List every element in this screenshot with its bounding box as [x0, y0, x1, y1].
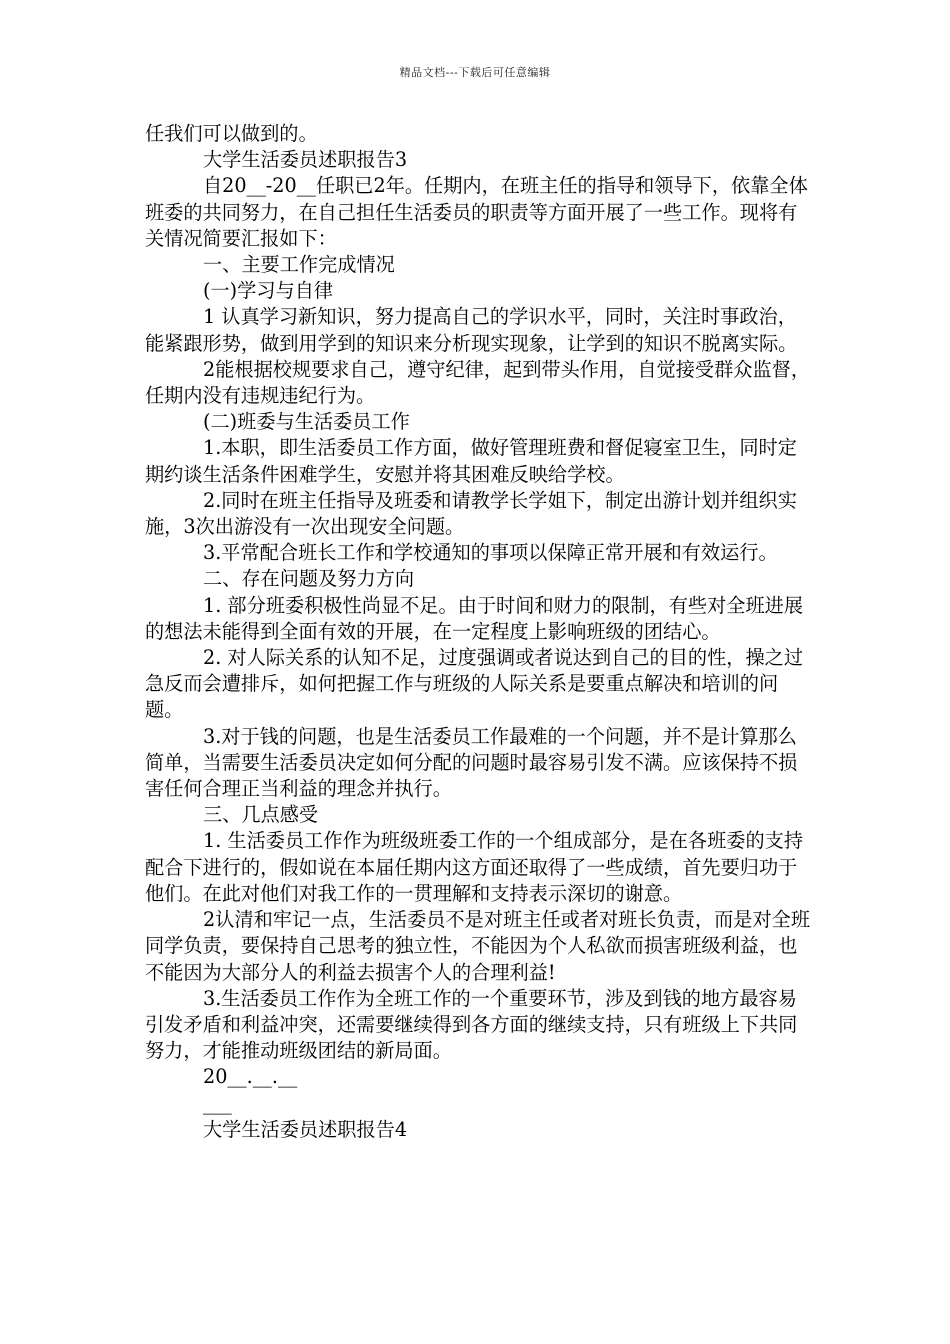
section-heading: 二、存在问题及努力方向	[203, 567, 415, 591]
paragraph: 1.本职，即生活委员工作方面，做好管理班费和督促寝室卫生，同时定期约谈生活条件困难学生，安慰并将其困难反映给学校。	[145, 436, 797, 486]
paragraph: 2能根据校规要求自己，遵守纪律，起到带头作用，自觉接受群众监督，任期内没有违规违纪行为。	[145, 357, 811, 408]
paragraph: 2认清和牢记一点，生活委员不是对班主任或者对班长负责，而是对全班同学负责，要保持自己思考的独立性，不能因为个人私欲而损害班级利益，也不能因为大部分人的利益去损害个人的合理利益!	[145, 908, 811, 984]
section-heading: 一、主要工作完成情况	[203, 253, 395, 277]
section-heading: 三、几点感受	[203, 803, 319, 827]
paragraph-continuation: 任我们可以做到的。	[145, 122, 318, 145]
paragraph: 3.平常配合班长工作和学校通知的事项以保障正常开展和有效运行。	[203, 541, 778, 565]
paragraph: 3.生活委员工作作为全班工作的一个重要环节，涉及到钱的地方最容易引发矛盾和利益冲突，还需要继续得到各方面的继续支持，只有班级上下共同努力，才能推动班级团结的新局面。	[145, 986, 798, 1063]
page-header: 精品文档---下载后可任意编辑	[399, 66, 551, 79]
report-title: 大学生活委员述职报告3	[203, 148, 408, 172]
document-body	[145, 121, 813, 1143]
subsection-heading: (二)班委与生活委员工作	[203, 410, 410, 434]
paragraph-intro: 自20__-20__任职已2年。任期内，在班主任的指导和领导下，依靠全体班委的共同努力，在自己担任生活委员的职责等方面开展了一些工作。现将有关情况简要汇报如下：	[145, 174, 808, 250]
paragraph: 1. 部分班委积极性尚显不足。由于时间和财力的限制，有些对全班进展的想法未能得到全面有效的开展，在一定程度上影响班级的团结心。	[145, 593, 804, 643]
paragraph: 3.对于钱的问题，也是生活委员工作最难的一个问题，并不是计算那么简单，当需要生活委员决定如何分配的问题时最容易引发不满。应该保持不损害任何合理正当利益的理念并执行。	[145, 724, 798, 801]
report-title: 大学生活委员述职报告4	[203, 1117, 408, 1141]
signature-line: ___	[203, 1091, 232, 1115]
paragraph: 1 认真学习新知识，努力提高自己的学识水平，同时，关注时事政治，能紧跟形势，做到用学到的知识来分析现实现象，让学到的知识不脱离实际。	[145, 305, 798, 355]
subsection-heading: (一)学习与自律	[203, 279, 334, 303]
paragraph: 1. 生活委员工作作为班级班委工作的一个组成部分，是在各班委的支持配合下进行的，假如说在本届任期内这方面还取得了一些成绩，首先要归功于他们。在此对他们对我工作的一贯理解和支持表示深切的谢意。	[145, 829, 804, 905]
paragraph: 2. 对人际关系的认知不足，过度强调或者说达到自己的目的性，操之过急反而会遭排斥，如何把握工作与班级的人际关系是要重点解决和培训的问题。	[145, 646, 804, 722]
paragraph: 2.同时在班主任指导及班委和请教学长学姐下，制定出游计划并组织实施，3次出游没有一次出现安全问题。	[145, 488, 797, 539]
date-line: 20__.__.__	[203, 1065, 298, 1089]
